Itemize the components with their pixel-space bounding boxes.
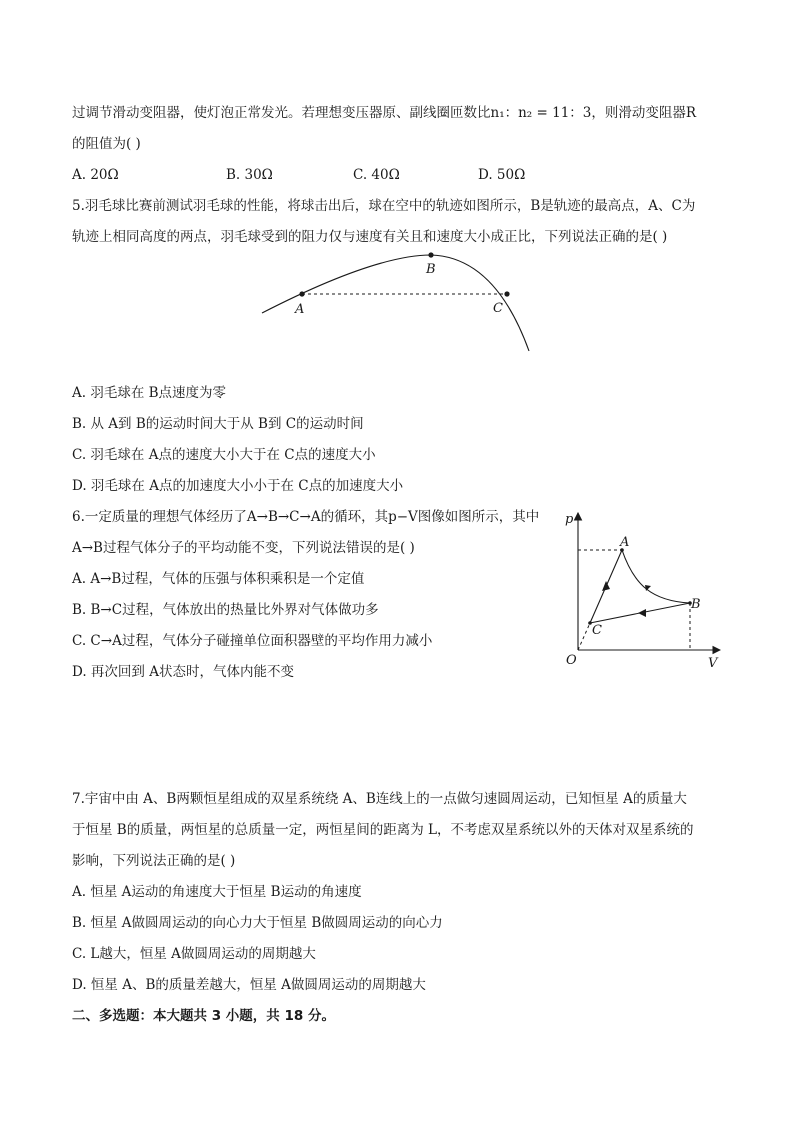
q4-stem-line-1: 过调节滑动变阻器，使灯泡正常发光。若理想变压器原、副线圈匝数比n₁：n₂ = 11：3，则滑动变阻器R	[72, 105, 697, 121]
isotherm-a-to-b	[622, 550, 690, 603]
label-b: B	[426, 262, 436, 277]
state-b-label: B	[691, 597, 701, 612]
q4-options	[72, 166, 722, 184]
arrow-c-to-a	[602, 581, 610, 591]
origin-to-c-dash	[578, 623, 590, 650]
q6-option-b: B. B→C过程，气体放出的热量比外界对气体做功多	[72, 602, 379, 618]
q5-stem-line-2: 轨迹上相同高度的两点，羽毛球受到的阻力仅与速度有关且和速度大小成正比，下列说法正确的是( )	[72, 229, 668, 245]
q6-stem-line-2: A→B过程气体分子的平均动能不变，下列说法错误的是( )	[72, 540, 415, 556]
q7-stem-line-3: 影响，下列说法正确的是( )	[72, 853, 236, 869]
q7-stem-line-1: 7.宇宙中由 A、B两颗恒星组成的双星系统绕 A、B连线上的一点做匀速圆周运动，已知恒星 A的质量大	[72, 791, 687, 807]
q7-stem-line-2: 于恒星 B的质量，两恒星的总质量一定，两恒星间的距离为 L，不考虑双星系统以外的天体对双星系统的	[72, 822, 694, 838]
arrow-b-to-c	[638, 609, 646, 617]
q6-option-a: A. A→B过程，气体的压强与体积乘积是一个定值	[72, 571, 365, 587]
q6-stem-line-1: 6.一定质量的理想气体经历了A→B→C→A的循环，其p−V图像如图所示，其中	[72, 509, 540, 525]
label-a: A	[295, 302, 305, 317]
v-axis-label: V	[708, 656, 718, 671]
q4-option-c: C. 40Ω	[353, 167, 400, 183]
q4-option-b: B. 30Ω	[226, 167, 273, 183]
q5-trajectory-figure	[255, 245, 545, 355]
q5-option-c: C. 羽毛球在 A点的速度大小大于在 C点的速度大小	[72, 447, 376, 463]
origin-label: O	[566, 653, 577, 668]
q6-option-c: C. C→A过程，气体分子碰撞单位面积器壁的平均作用力减小	[72, 633, 433, 649]
q6-option-d: D. 再次回到 A状态时，气体内能不变	[72, 664, 294, 680]
section-2-heading: 二、多选题：本大题共 3 小题，共 18 分。	[72, 1008, 335, 1024]
q4-option-a: A. 20Ω	[72, 167, 119, 183]
p-axis-label: p	[565, 512, 574, 527]
q4-stem-line-2: 的阻值为( )	[72, 136, 141, 152]
q6-pv-diagram	[560, 505, 730, 675]
q7-option-a: A. 恒星 A运动的角速度大于恒星 B运动的角速度	[72, 884, 362, 900]
point-c	[504, 291, 509, 296]
label-c: C	[493, 301, 503, 316]
q5-stem-line-1: 5.羽毛球比赛前测试羽毛球的性能，将球击出后，球在空中的轨迹如图所示，B是轨迹的最高点，A、C为	[72, 198, 696, 214]
point-b	[428, 252, 433, 257]
q7-option-d: D. 恒星 A、B的质量差越大，恒星 A做圆周运动的周期越大	[72, 977, 426, 993]
point-a	[299, 291, 304, 296]
q5-option-d: D. 羽毛球在 A点的加速度大小小于在 C点的加速度大小	[72, 478, 404, 494]
q4-option-d: D. 50Ω	[478, 167, 526, 183]
q5-option-b: B. 从 A到 B的运动时间大于从 B到 C的运动时间	[72, 416, 364, 432]
state-c-label: C	[592, 623, 602, 638]
q7-option-b: B. 恒星 A做圆周运动的向心力大于恒星 B做圆周运动的向心力	[72, 915, 443, 931]
q5-option-a: A. 羽毛球在 B点速度为零	[72, 385, 227, 401]
state-a-label: A	[620, 535, 630, 550]
q7-option-c: C. L越大，恒星 A做圆周运动的周期越大	[72, 946, 316, 962]
